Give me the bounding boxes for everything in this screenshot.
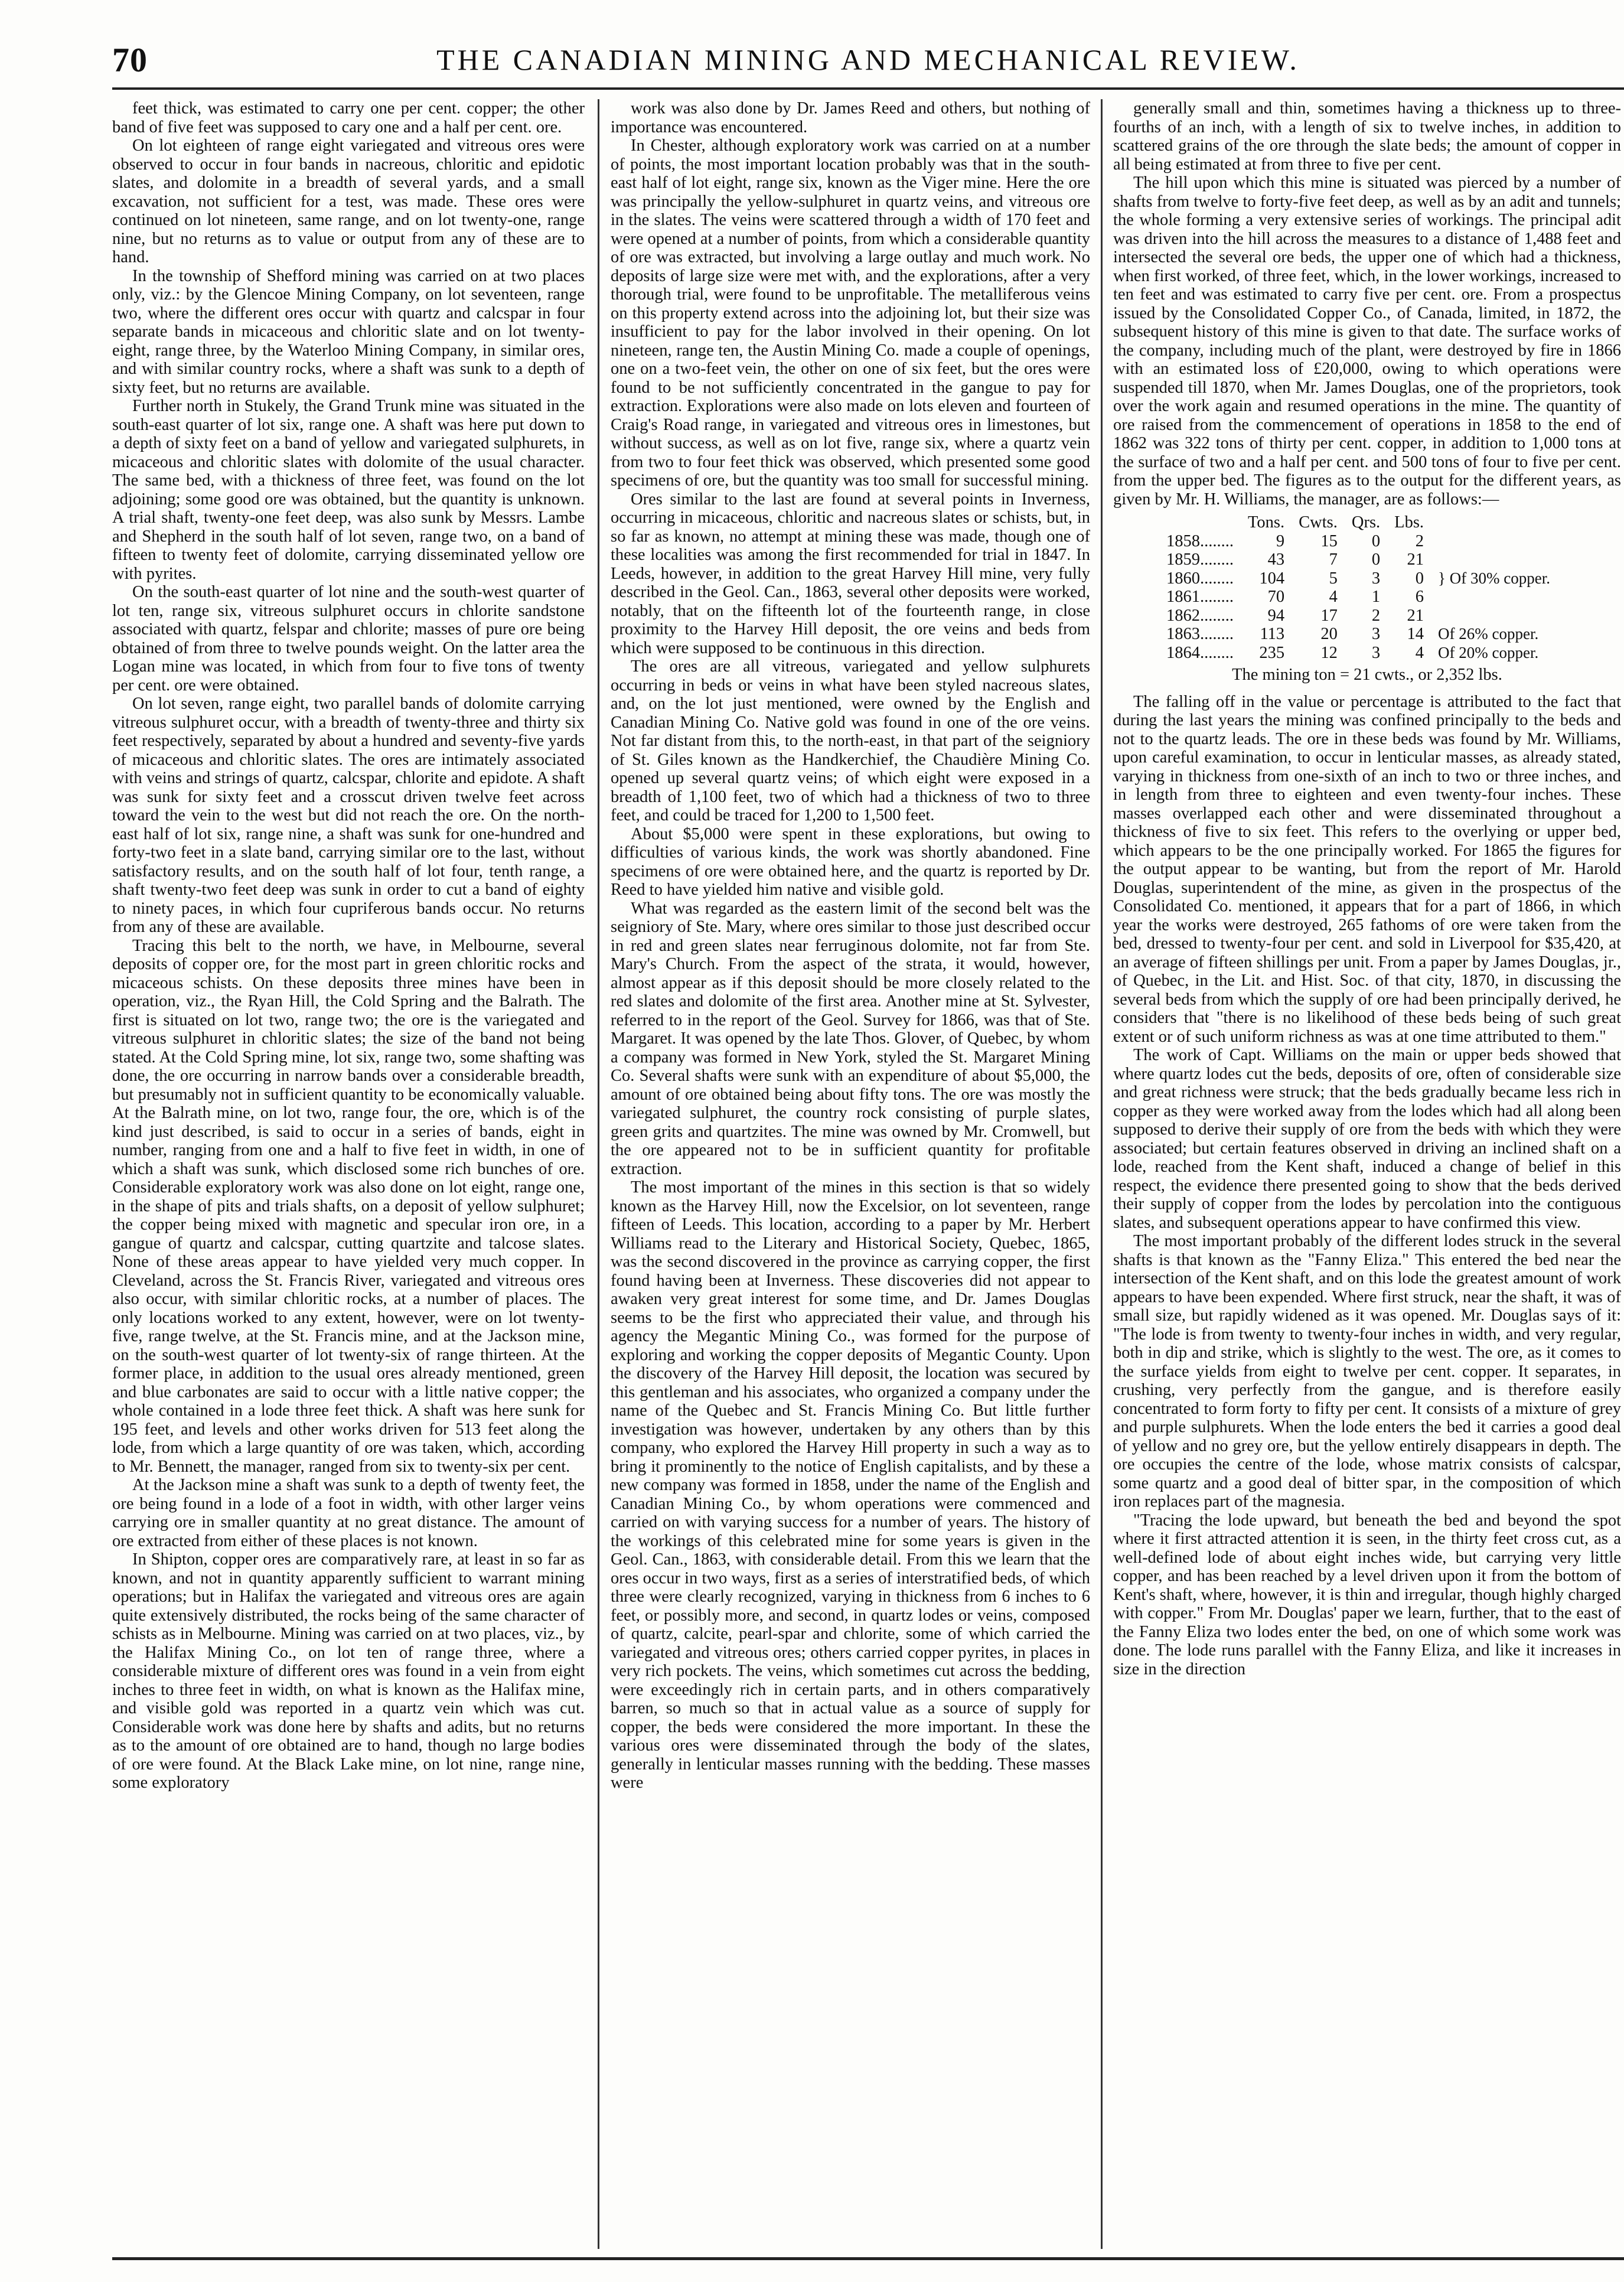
column-3 [1113,99,1621,2252]
paragraph: On the south-east quarter of lot nine and the south-west quarter of lot ten, range six, vitreous sulphuret occurs in chlorite sandstone associated with quartz, felspar and chlorite; masses of pure ore being obtained of from three to twelve pounds weight. On the latter area the Logan mine was located, in which from four to five tons of twenty per cent. ore were obtained. [112,583,585,695]
table-header-note [1431,513,1557,532]
paragraph: Ores similar to the last are found at several points in Inverness, occurring in micaceous, chloritic and nacreous slates or schists, but, in so far as known, no attempt at mining these was made, though one of these localities was among the first recommended for trial in 1847. In Leeds, however, in addition to the great Harvey Hill mine, very fully described in the Geol. Can., 1863, several other deposits were worked, notably, that on the fifteenth lot of the fourteenth range, in close proximity to the Harvey Hill deposit, the ore veins and beds from which were supposed to be continuous in this direction. [611,490,1090,657]
copper-output-table [1166,513,1557,662]
paragraph: The hill upon which this mine is situated was pierced by a number of shafts from twelve to forty-five feet deep, as well as by an adit and tunnels; the whole forming a very extensive series of workings. The principal adit was driven into the hill across the measures to a distance of 1,488 feet and intersected the several ore beds, the upper one of which had a thickness, when first worked, of three feet, which, in the lower workings, increased to ten feet and was estimated to carry five per cent. ore. From a prospectus issued by the Consolidated Copper Co., of Canada, limited, in 1872, the subsequent history of this mine is given to that date. The surface works of the company, including much of the plant, were destroyed by fire in 1866 with an estimated loss of £20,000, owing to which operations were suspended till 1870, when Mr. James Douglas, one of the proprietors, took over the work again and resumed operations in the mine. The quantity of ore raised from the commencement of operations in 1858 to the end of 1862 was 322 tons of thirty per cent. copper, in addition to 1,000 tons at the surface of two and a half per cent. and 500 tons of four to five per cent. from the upper bed. The figures as to the output for the different years, as given by Mr. H. Williams, the manager, are as follows:— [1113,174,1621,508]
paragraph: On lot eighteen of range eight variegated and vitreous ores were observed to occur in four bands in nacreous, chloritic and epidotic slates, and dolomite in a breadth of several yards, and a small excavation, not sufficient for a test, was made. These ores were continued on lot nineteen, same range, and on lot twenty-one, range nine, but no returns as to value or output from any of these are to hand. [112,136,585,266]
cell-year: 1862........ [1166,606,1234,625]
cell-tons: 43 [1267,550,1285,569]
cell-qrs: 3 [1371,569,1381,588]
page-header [112,34,1624,87]
paragraph: In the township of Shefford mining was carried on at two places only, viz.: by the Glencoe Mining Company, on lot seventeen, range two, where the different ores occur with quartz and calcspar in four separate bands in micaceous and chloritic slate and on lot twenty-eight, range three, by the Waterloo Mining Company, in similar ores, and with similar country rocks, where a shaft was sunk to a depth of sixty feet, but no returns are available. [112,266,585,397]
cell-year: 1863........ [1166,625,1234,643]
paragraph: The most important probably of the different lodes struck in the several shafts is that known as the "Fanny Eliza." This entered the bed near the intersection of the Kent shaft, and on this lode the greatest amount of work appears to have been expended. Where first struck, near the shaft, it was of small size, but rapidly widened as it was opened. Mr. Douglas says of it: "The lode is from twenty to twenty-four inches in width, and very regular, both in dip and strike, which is slightly to the west. The ore, as it comes to the surface yields from eight to twelve per cent. copper. It separates, in crushing, very perfectly from the gangue, and is therefore easily concentrated to form forty to fifty per cent. It consists of a mixture of grey and purple sulphurets. When the lode enters the bed it carries a good deal of yellow and no grey ore, but the yellow entirely disappears in depth. The ore occupies the centre of the lode, whose matrix consists of calcspar, some quartz and a good deal of bitter spar, in the composition of which iron replaces part of the magnesia. [1113,1232,1621,1511]
header-rule [112,87,1624,90]
cell-qrs: 0 [1371,550,1381,569]
paragraph: "Tracing the lode upward, but beneath the bed and beyond the spot where it first attracted attention it is seen, in the thirty feet cross cut, as a well-defined lode of about eight inches wide, but carrying very little copper, and has been reached by a level driven upon it from the bottom of Kent's shaft, where, however, it is thin and irregular, though highly charged with copper." From Mr. Douglas' paper we learn, further, that to the east of the Fanny Eliza two lodes enter the bed, on one of which some work was done. The lode runs parallel with the Fanny Eliza, and like it increases in size in the direction [1113,1511,1621,1678]
cell-note [1431,532,1557,551]
cell-cwts: 17 [1320,606,1338,625]
cell-cwts: 4 [1329,588,1338,606]
column-3-top [1113,99,1621,508]
paragraph: The ores are all vitreous, variegated and yellow sulphurets occurring in beds or veins in what have been styled nacreous slates, and, on the lot just mentioned, were owned by the English and Canadian Mining Co. Native gold was found in one of the ore veins. Not far distant from this, to the north-east, in that part of the seigniory of St. Giles known as the Handkerchief, the Chaudière Mining Co. opened up several quartz veins; of which eight were exposed in a breadth of 1,100 feet, two of which had a thickness of two to three feet, and could be traced for 1,200 to 1,500 feet. [611,657,1090,824]
cell-tons: 235 [1259,643,1285,662]
paragraph: On lot seven, range eight, two parallel bands of dolomite carrying vitreous sulphuret occur, with a breadth of twenty-three and thirty six feet respectively, separated by about a hundred and seventy-five yards of micaceous and chloritic slates. The ores are intimately associated with veins and strings of quartz, calcspar, chlorite and epidote. A shaft was sunk for sixty feet and a crosscut driven twelve feet across toward the vein to the west but did not reach the ore. On the north-east half of lot six, range nine, a shaft was sunk for one-hundred and forty-two feet in a slate band, carrying similar ore to the last, without satisfactory results, and on the south half of lot four, tenth range, a shaft twenty-two feet deep was sunk in order to cut a band of eighty to ninety paces, in which four cupriferous bands occur. No returns from any of these are available. [112,695,585,936]
table-body [1166,532,1557,663]
cell-lbs: 0 [1415,569,1424,588]
cell-year: 1864........ [1166,643,1234,662]
cell-lbs: 6 [1415,588,1424,606]
cell-lbs: 4 [1415,643,1424,662]
paragraph: The most important of the mines in this section is that so widely known as the Harvey Hill, now the Excelsior, on lot seventeen, range fifteen of Leeds. This location, according to a paper by Mr. Herbert Williams read to the Literary and Historical Society, Quebec, 1865, was the second discovered in the province as carrying copper, the first found having been at Inverness. These discoveries did not appear to awaken very great interest for some time, and Dr. James Douglas seems to be the first who appreciated their value, and through his agency the Megantic Mining Co., was formed for the purpose of exploring and working the copper deposits of Megantic County. Upon the discovery of the Harvey Hill deposit, the location was secured by this gentleman and his associates, who organized a company under the name of the Quebec and St. Francis Mining Co. But little further investigation was however, undertaken by any others than by this company, who explored the Harvey Hill property in such a way as to bring it prominently to the notice of English capitalists, and by these a new company was formed in 1858, under the name of the English and Canadian Mining Co., by whom operations were commenced and carried on with varying success for a number of years. The history of the workings of this celebrated mine for some years is given in the Geol. Can., 1863, with considerable detail. From this we learn that the ores occur in two ways, first as a series of interstratified beds, of which three were clearly recognized, varying in thickness from 6 inches to 6 feet, or possibly more, and second, in quartz lodes or veins, composed of quartz, calcite, pearl-spar and chlorite, some of which carried the variegated and vitreous ores; others carried copper pyrites, in places in very rich pockets. The veins, which sometimes cut across the bedding, were exceedingly rich in certain parts, and in others comparatively barren, so much so that in actual value as a source of supply for copper, the beds were considered the more important. In these the various ores were disseminated through the body of the slates, generally in lenticular masses running with the bedding. These masses were [611,1178,1090,1792]
page-number: 70 [112,41,148,79]
cell-qrs: 0 [1371,532,1381,550]
column-2 [611,99,1090,2252]
paragraph: The work of Capt. Williams on the main or upper beds showed that where quartz lodes cut the beds, deposits of ore, often of considerable size and great richness were struck; that the beds gradually became less rich in copper as they were worked away from the lodes which had all along been supposed to derive their supply of ore from the beds with which they were associated; but certain features observed in driving an inclined shaft on a lode, reached from the Kent shaft, induced a change of belief in this respect, the evidence there presented going to show that the beds derived their supply of copper from the lodes by percolation into the contiguous slates, and subsequent operations appear to have confirmed this view. [1113,1046,1621,1232]
cell-lbs: 21 [1407,606,1424,625]
table-header-qrs: Qrs. [1351,513,1381,532]
cell-tons: 113 [1260,625,1285,643]
cell-note: Of 20% copper. [1438,643,1539,661]
cell-year: 1860........ [1166,569,1234,588]
table-header-tons: Tons. [1248,513,1285,532]
cell-lbs: 21 [1407,550,1424,569]
cell-cwts: 5 [1329,569,1338,588]
paragraph: feet thick, was estimated to carry one per cent. copper; the other band of five feet was supposed to cary one and a half per cent. ore. [112,99,585,136]
cell-tons: 70 [1267,588,1285,606]
cell-cwts: 12 [1320,643,1338,662]
paragraph: What was regarded as the eastern limit of the second belt was the seigniory of Ste. Mary, where ores similar to those just described occur in red and green slates near ferruginous dolomite, not far from Ste. Mary's Church. From the aspect of the strata, it would, however, almost appear as if this deposit should be more closely related to the red slates and dolomite of the first area. Another mine at St. Sylvester, referred to in the report of the Geol. Survey for 1866, was that of Ste. Margaret. It was opened by the late Thos. Glover, of Quebec, by whom a company was formed in New York, styled the St. Margaret Mining Co. Several shafts were sunk with an expenditure of about $5,000, the amount of ore obtained being about fifty tons. The ore was mostly the variegated sulphuret, the country rock consisting of purple slates, green grits and quartzites. The mine was owned by Mr. Cromwell, but the ore appeared not to be in sufficient quantity for profitable extraction. [611,899,1090,1178]
column-1 [112,99,585,2252]
paragraph: The falling off in the value or percentage is attributed to the fact that during the last years the mining was confined principally to the beds and not to the quartz leads. The ore in these beds was found by Mr. Williams, upon careful examination, to occur in lenticular masses, as already stated, varying in thickness from one-sixth of an inch to two or three inches, and in length from three to eighteen and even twenty-four inches. These masses overlapped each other and were disseminated throughout a thickness of five to six feet. This refers to the overlying or upper bed, which appears to be the one principally worked. For 1865 the figures for the output appear to be wanting, but from the report of Mr. Harold Douglas, superintendent of the mine, as given in the prospectus of the Consolidated Co. mentioned, it appears that for a part of 1866, in which year the works were destroyed, 265 fathoms of ore were taken from the bed, dressed to twenty-four per cent. and sold in Liverpool for $35,420, at an average of fifteen shillings per unit. From a paper by James Douglas, jr., of Quebec, in the Lit. and Hist. Soc. of that city, 1870, in discussing the several beds from which the supply of ore had been principally derived, he considers that "there is no likelihood of these beds being of such great extent or of such uniform richness as was at one time attributed to them." [1113,692,1621,1046]
mining-ton-note: The mining ton = 21 cwts., or 2,352 lbs. [1232,666,1502,684]
footer-rule [112,2257,1624,2260]
cell-cwts: 15 [1320,532,1338,550]
cell-year: 1861........ [1166,588,1234,606]
cell-note [1431,588,1557,607]
cell-qrs: 3 [1371,625,1381,643]
cell-lbs: 14 [1407,625,1424,643]
cell-qrs: 2 [1371,606,1381,625]
table-row [1166,569,1557,588]
cell-tons: 94 [1267,606,1285,625]
cell-note [1431,607,1557,625]
paragraph: In Shipton, copper ores are comparatively rare, at least in so far as known, and not in quantity apparently sufficient to warrant mining operations; but in Halifax the variegated and vitreous ores are again quite extensively distributed, the rocks being of the same character of schists as in Melbourne. Mining was carried on at two places, viz., by the Halifax Mining Co., on lot ten of range three, where a considerable mixture of different ores was found in a vein from eight inches to three feet in width, on what is known as the Halifax mine, and visible gold was reported in a quartz vein which was cut. Considerable work was done here by shafts and adits, but no returns as to the amount of ore obtained are to hand, though no large bodies of ore were found. At the Black Lake mine, on lot nine, range nine, some exploratory [112,1550,585,1792]
table-row [1166,644,1557,663]
cell-note: } Of 30% copper. [1438,569,1550,587]
paragraph: Tracing this belt to the north, we have, in Melbourne, several deposits of copper ore, for the most part in green chloritic rocks and micaceous schists. On these deposits three mines have been in operation, viz., the Ryan Hill, the Cold Spring and the Balrath. The first is situated on lot two, range two; the ore is the variegated and vitreous sulphuret in chloritic slates; the size of the band not being stated. At the Cold Spring mine, lot six, range two, some shafting was done, the ore occurring in narrow bands over a considerable breadth, but presumably not in sufficient quantity to be economically valuable. At the Balrath mine, on lot two, range four, the ore, which is of the kind just described, is said to occur in a series of bands, eight in number, ranging from one and a half to five feet in width, in one of which a shaft was sunk, which disclosed some rich bunches of ore. Considerable exploratory work was also done on lot eight, range one, in the shape of pits and trials shafts, on a deposit of yellow sulphuret; the copper being mixed with magnetic and specular iron ore, in a gangue of quartz and calcspar, cutting quartzite and talcose slates. None of these areas appear to have yielded very much copper. In Cleveland, across the St. Francis River, variegated and vitreous ores also occur, with similar chloritic rocks, at a number of places. The only locations worked to any extent, however, were on lot twenty-five, range twelve, at the St. Francis mine, and at the Jackson mine, on the south-west quarter of lot twenty-six of range thirteen. At the former place, in addition to the usual ores already mentioned, green and blue carbonates are said to occur with a little native copper; the whole contained in a lode three feet thick. A shaft was here sunk for 195 feet, and levels and other works driven for 513 feet along the lode, from which a large quantity of ore was taken, which, according to Mr. Bennett, the manager, ranged from six to twenty-six per cent. [112,936,585,1476]
table-header-year [1166,513,1241,532]
cell-note [1431,550,1557,569]
paragraph: In Chester, although exploratory work was carried on at a number of points, the most important location probably was that in the south-east half of lot eight, range six, known as the Viger mine. Here the ore was principally the yellow-sulphuret in quartz veins, and vitreous ore in the slates. The veins were scattered through a width of 170 feet and were opened at a number of points, from which a considerable quantity of ore was extracted, but involving a large outlay and much work. No deposits of large size were met with, and the explorations, after a very thorough trial, were found to be unprofitable. The metalliferous veins on this property extend across into the adjoining lot, but their size was insufficient to pay for the labor involved in their opening. On lot nineteen, range ten, the Austin Mining Co. made a couple of openings, one on a two-feet vein, the other on one of six feet, but the ores were found to be not sufficiently concentrated in the gangue to pay for extraction. Explorations were also made on lots eleven and fourteen of Craig's Road range, in variegated and vitreous ores in limestones, but without success, as well as on lot five, range six, where a quartz vein from two to four feet thick was observed, which presented some good specimens of ore, but the quantity was too small for successful mining. [611,136,1090,490]
table-row [1166,607,1557,625]
journal-title: THE CANADIAN MINING AND MECHANICAL REVIEW. [436,43,1300,76]
paragraph: At the Jackson mine a shaft was sunk to a depth of twenty feet, the ore being found in a lode of a foot in width, with other larger veins carrying ore in smaller quantity at no great distance. The amount of ore extracted from either of these places is not known. [112,1476,585,1550]
paragraph: generally small and thin, sometimes having a thickness up to three-fourths of an inch, with a length of six to twelve inches, in addition to scattered grains of the ore through the slate beds; the amount of copper in all being estimated at from three to five per cent. [1113,99,1621,174]
table-header-row [1166,513,1557,532]
column-divider-1 [598,99,599,2249]
cell-qrs: 1 [1371,588,1381,606]
table-header-cwts: Cwts. [1299,513,1338,532]
paragraph: work was also done by Dr. James Reed and others, but nothing of importance was encountered. [611,99,1090,136]
cell-tons: 104 [1259,569,1285,588]
table-row [1166,550,1557,569]
column-divider-2 [1101,99,1103,2249]
column-3-bottom [1113,693,1621,1679]
cell-tons: 9 [1276,532,1285,550]
cell-year: 1859........ [1166,550,1234,569]
table-row [1166,625,1557,644]
cell-cwts: 20 [1320,625,1338,643]
cell-note: Of 26% copper. [1438,625,1539,643]
cell-qrs: 3 [1371,643,1381,662]
paragraph: About $5,000 were spent in these explorations, but owing to difficulties of various kinds, the work was shortly abandoned. Fine specimens of ore were obtained here, and the quartz is reported by Dr. Reed to have yielded him native and visible gold. [611,824,1090,899]
table-header-lbs: Lbs. [1394,513,1424,532]
table-row [1166,532,1557,551]
cell-lbs: 2 [1415,532,1424,550]
cell-cwts: 7 [1329,550,1338,569]
table-row [1166,588,1557,607]
paragraph: Further north in Stukely, the Grand Trunk mine was situated in the south-east quarter of lot six, range one. A shaft was here put down to a depth of sixty feet on a band of yellow and variegated sulphurets, in micaceous and chloritic slates with dolomite of the usual character. The same bed, with a thickness of three feet, was found on the lot adjoining; some good ore was obtained, but the quantity is unknown. A trial shaft, twenty-one feet deep, was also sunk by Messrs. Lambe and Shepherd in the south half of lot seven, range two, on a band of fifteen to twenty feet of dolomite, carrying disseminated yellow ore with pyrites. [112,397,585,583]
cell-year: 1858........ [1166,532,1234,550]
